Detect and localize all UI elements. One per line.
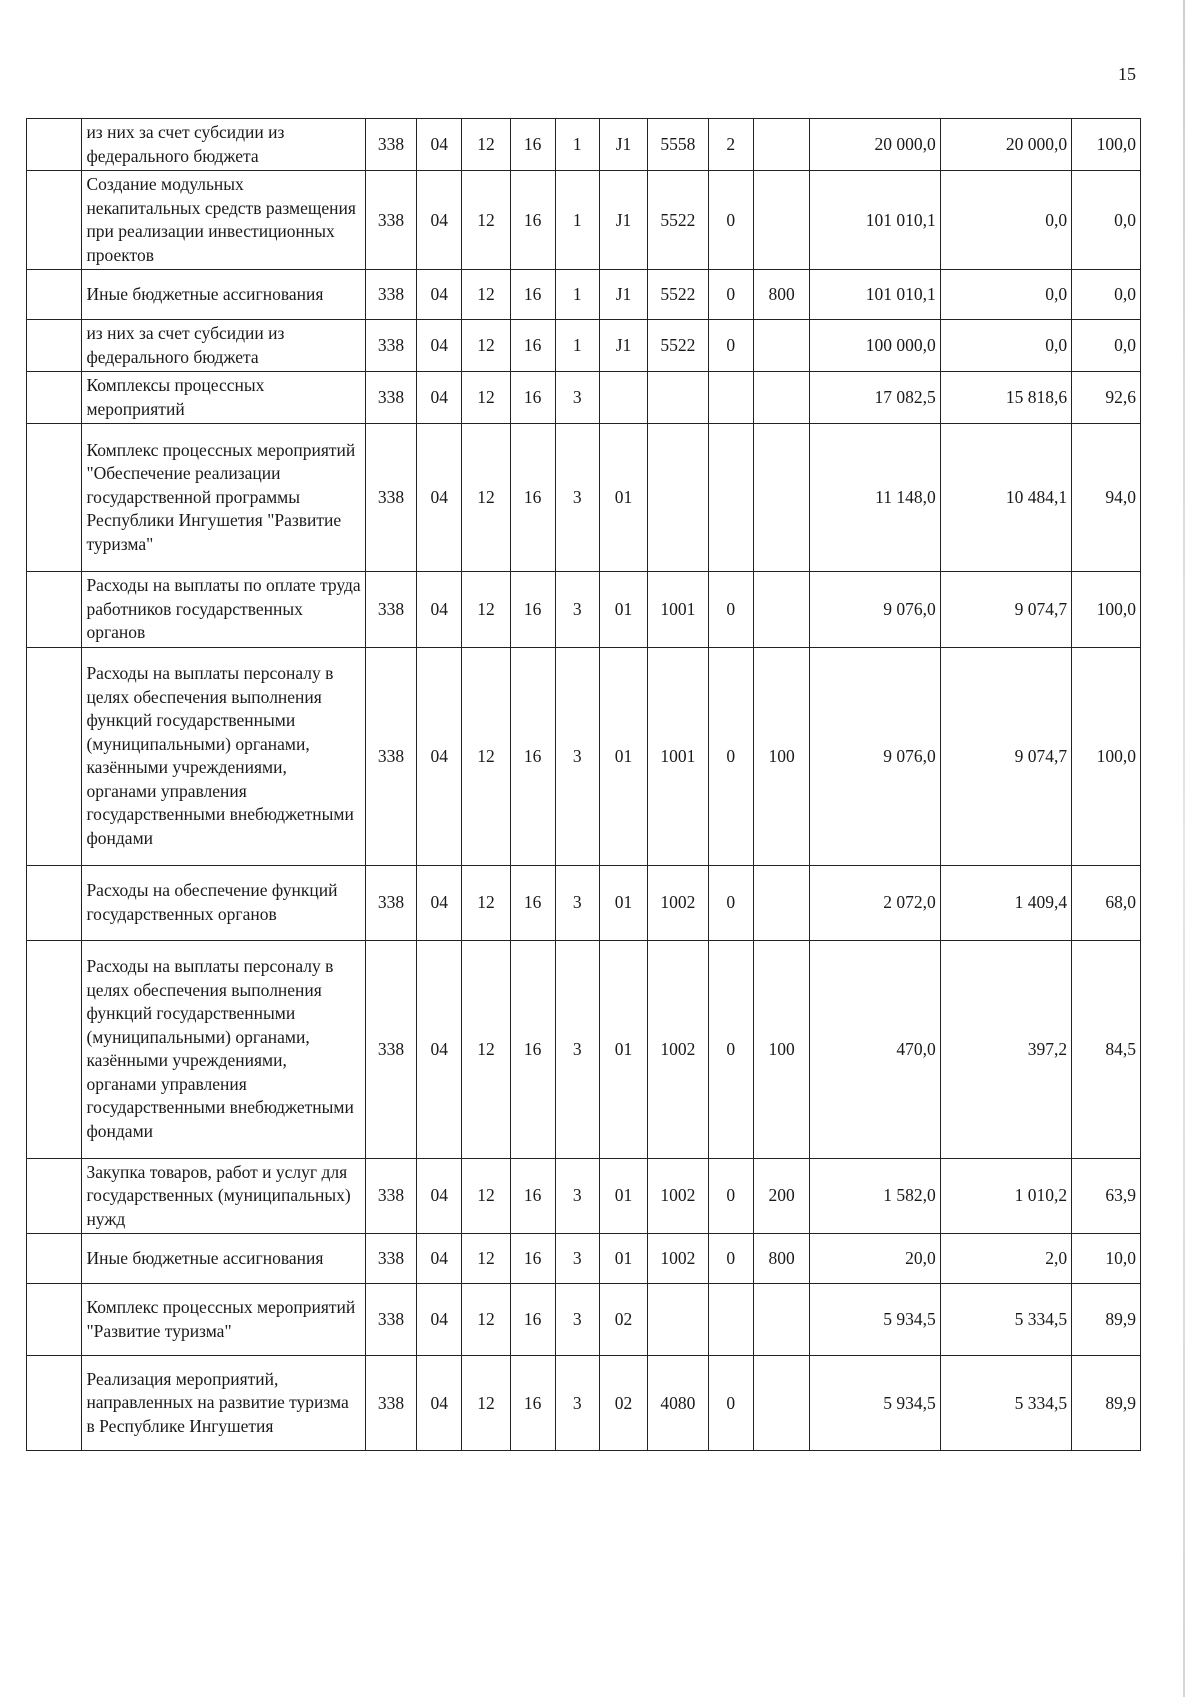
gov-code-cell: 338	[365, 865, 416, 940]
plan-amount-cell: 2 072,0	[810, 865, 940, 940]
project-code-cell: 02	[599, 1284, 647, 1356]
table-row	[27, 320, 1141, 372]
actual-amount-cell: 15 818,6	[940, 372, 1071, 424]
subprogram-code-cell: 3	[555, 647, 599, 865]
direction-code-cell	[648, 424, 709, 572]
row-number-cell	[27, 1356, 82, 1451]
expense-type-code-cell	[753, 372, 809, 424]
subsection-code-cell: 12	[462, 1234, 510, 1284]
subprogram-code-cell: 3	[555, 1284, 599, 1356]
program-code-cell: 16	[510, 865, 555, 940]
expense-name-cell: из них за счет субсидии из федерального бюджета	[82, 119, 365, 171]
expense-name-cell: из них за счет субсидии из федерального бюджета	[82, 320, 365, 372]
plan-amount-cell: 101 010,1	[810, 270, 940, 320]
subprogram-code-cell: 1	[555, 320, 599, 372]
sub-direction-code-cell: 0	[708, 865, 753, 940]
gov-code-cell: 338	[365, 372, 416, 424]
project-code-cell: 01	[599, 865, 647, 940]
project-code-cell: 02	[599, 1356, 647, 1451]
row-number-cell	[27, 1158, 82, 1234]
actual-amount-cell: 9 074,7	[940, 572, 1071, 648]
percent-cell: 89,9	[1072, 1284, 1141, 1356]
subsection-code-cell: 12	[462, 270, 510, 320]
gov-code-cell: 338	[365, 572, 416, 648]
table-body	[27, 119, 1141, 1451]
expense-name-cell: Расходы на выплаты персоналу в целях обеспечения выполнения функций государственными (муниципальными) органами, казёнными учреждениями, органами управления государственными внебюджетными фондами	[82, 940, 365, 1158]
actual-amount-cell: 0,0	[940, 270, 1071, 320]
sub-direction-code-cell: 0	[708, 572, 753, 648]
actual-amount-cell: 1 409,4	[940, 865, 1071, 940]
section-code-cell: 04	[417, 572, 462, 648]
expense-name-cell: Комплексы процессных мероприятий	[82, 372, 365, 424]
expense-type-code-cell: 800	[753, 1234, 809, 1284]
direction-code-cell: 1002	[648, 1234, 709, 1284]
row-number-cell	[27, 647, 82, 865]
percent-cell: 10,0	[1072, 1234, 1141, 1284]
direction-code-cell	[648, 372, 709, 424]
plan-amount-cell: 9 076,0	[810, 572, 940, 648]
page-number: 15	[1118, 64, 1136, 84]
subsection-code-cell: 12	[462, 647, 510, 865]
subprogram-code-cell: 3	[555, 1158, 599, 1234]
actual-amount-cell: 5 334,5	[940, 1284, 1071, 1356]
actual-amount-cell: 5 334,5	[940, 1356, 1071, 1451]
table-row	[27, 572, 1141, 648]
percent-cell: 94,0	[1072, 424, 1141, 572]
subsection-code-cell: 12	[462, 572, 510, 648]
plan-amount-cell: 9 076,0	[810, 647, 940, 865]
subprogram-code-cell: 3	[555, 572, 599, 648]
expense-name-cell: Расходы на выплаты персоналу в целях обеспечения выполнения функций государственными (муниципальными) органами, казёнными учреждениями, органами управления государственными внебюджетными фондами	[82, 647, 365, 865]
program-code-cell: 16	[510, 119, 555, 171]
actual-amount-cell: 0,0	[940, 320, 1071, 372]
row-number-cell	[27, 940, 82, 1158]
actual-amount-cell: 2,0	[940, 1234, 1071, 1284]
expense-type-code-cell	[753, 171, 809, 270]
gov-code-cell: 338	[365, 647, 416, 865]
row-number-cell	[27, 171, 82, 270]
row-number-cell	[27, 424, 82, 572]
section-code-cell: 04	[417, 372, 462, 424]
sub-direction-code-cell: 0	[708, 171, 753, 270]
expense-type-code-cell	[753, 1284, 809, 1356]
subprogram-code-cell: 3	[555, 372, 599, 424]
percent-cell: 100,0	[1072, 119, 1141, 171]
gov-code-cell: 338	[365, 1284, 416, 1356]
expense-type-code-cell	[753, 119, 809, 171]
section-code-cell: 04	[417, 1356, 462, 1451]
direction-code-cell: 5522	[648, 320, 709, 372]
plan-amount-cell: 101 010,1	[810, 171, 940, 270]
percent-cell: 92,6	[1072, 372, 1141, 424]
actual-amount-cell: 0,0	[940, 171, 1071, 270]
subsection-code-cell: 12	[462, 171, 510, 270]
direction-code-cell: 5522	[648, 270, 709, 320]
gov-code-cell: 338	[365, 1158, 416, 1234]
gov-code-cell: 338	[365, 171, 416, 270]
section-code-cell: 04	[417, 865, 462, 940]
expense-name-cell: Расходы на выплаты по оплате труда работников государственных органов	[82, 572, 365, 648]
expense-type-code-cell	[753, 320, 809, 372]
project-code-cell: 01	[599, 647, 647, 865]
percent-cell: 100,0	[1072, 572, 1141, 648]
row-number-cell	[27, 320, 82, 372]
section-code-cell: 04	[417, 1284, 462, 1356]
percent-cell: 0,0	[1072, 171, 1141, 270]
plan-amount-cell: 17 082,5	[810, 372, 940, 424]
program-code-cell: 16	[510, 572, 555, 648]
table-row	[27, 1356, 1141, 1451]
expense-name-cell: Иные бюджетные ассигнования	[82, 1234, 365, 1284]
row-number-cell	[27, 270, 82, 320]
sub-direction-code-cell: 0	[708, 647, 753, 865]
scan-margin-line	[1183, 0, 1185, 1697]
program-code-cell: 16	[510, 1158, 555, 1234]
expense-type-code-cell: 200	[753, 1158, 809, 1234]
percent-cell: 84,5	[1072, 940, 1141, 1158]
project-code-cell: 01	[599, 424, 647, 572]
sub-direction-code-cell: 0	[708, 320, 753, 372]
actual-amount-cell: 1 010,2	[940, 1158, 1071, 1234]
subsection-code-cell: 12	[462, 372, 510, 424]
percent-cell: 0,0	[1072, 270, 1141, 320]
expense-type-code-cell: 100	[753, 940, 809, 1158]
row-number-cell	[27, 119, 82, 171]
table-row	[27, 940, 1141, 1158]
project-code-cell: J1	[599, 320, 647, 372]
project-code-cell: J1	[599, 119, 647, 171]
sub-direction-code-cell: 0	[708, 1234, 753, 1284]
table-row	[27, 647, 1141, 865]
budget-table-container	[26, 118, 1141, 1451]
expense-type-code-cell	[753, 572, 809, 648]
expense-type-code-cell	[753, 865, 809, 940]
program-code-cell: 16	[510, 320, 555, 372]
subsection-code-cell: 12	[462, 1284, 510, 1356]
sub-direction-code-cell: 0	[708, 1356, 753, 1451]
direction-code-cell: 1001	[648, 572, 709, 648]
plan-amount-cell: 5 934,5	[810, 1356, 940, 1451]
direction-code-cell: 1002	[648, 865, 709, 940]
subsection-code-cell: 12	[462, 119, 510, 171]
row-number-cell	[27, 572, 82, 648]
project-code-cell: 01	[599, 940, 647, 1158]
actual-amount-cell: 397,2	[940, 940, 1071, 1158]
actual-amount-cell: 20 000,0	[940, 119, 1071, 171]
gov-code-cell: 338	[365, 1356, 416, 1451]
table-row	[27, 865, 1141, 940]
subsection-code-cell: 12	[462, 865, 510, 940]
direction-code-cell: 1001	[648, 647, 709, 865]
actual-amount-cell: 10 484,1	[940, 424, 1071, 572]
direction-code-cell: 5522	[648, 171, 709, 270]
subprogram-code-cell: 3	[555, 1234, 599, 1284]
percent-cell: 100,0	[1072, 647, 1141, 865]
direction-code-cell	[648, 1284, 709, 1356]
section-code-cell: 04	[417, 320, 462, 372]
row-number-cell	[27, 372, 82, 424]
row-number-cell	[27, 865, 82, 940]
subprogram-code-cell: 3	[555, 865, 599, 940]
percent-cell: 63,9	[1072, 1158, 1141, 1234]
expense-type-code-cell	[753, 424, 809, 572]
section-code-cell: 04	[417, 647, 462, 865]
subprogram-code-cell: 3	[555, 424, 599, 572]
gov-code-cell: 338	[365, 1234, 416, 1284]
direction-code-cell: 1002	[648, 940, 709, 1158]
gov-code-cell: 338	[365, 270, 416, 320]
sub-direction-code-cell	[708, 372, 753, 424]
sub-direction-code-cell: 2	[708, 119, 753, 171]
direction-code-cell: 5558	[648, 119, 709, 171]
section-code-cell: 04	[417, 171, 462, 270]
project-code-cell: J1	[599, 270, 647, 320]
expense-name-cell: Иные бюджетные ассигнования	[82, 270, 365, 320]
subprogram-code-cell: 1	[555, 119, 599, 171]
program-code-cell: 16	[510, 647, 555, 865]
section-code-cell: 04	[417, 119, 462, 171]
project-code-cell: 01	[599, 1234, 647, 1284]
sub-direction-code-cell: 0	[708, 270, 753, 320]
program-code-cell: 16	[510, 171, 555, 270]
table-row	[27, 1158, 1141, 1234]
subprogram-code-cell: 3	[555, 940, 599, 1158]
project-code-cell: 01	[599, 1158, 647, 1234]
subprogram-code-cell: 1	[555, 171, 599, 270]
section-code-cell: 04	[417, 1158, 462, 1234]
expense-name-cell: Реализация мероприятий, направленных на развитие туризма в Республике Ингушетия	[82, 1356, 365, 1451]
plan-amount-cell: 470,0	[810, 940, 940, 1158]
percent-cell: 68,0	[1072, 865, 1141, 940]
table-row	[27, 119, 1141, 171]
sub-direction-code-cell	[708, 1284, 753, 1356]
row-number-cell	[27, 1234, 82, 1284]
subsection-code-cell: 12	[462, 424, 510, 572]
table-row	[27, 1284, 1141, 1356]
plan-amount-cell: 5 934,5	[810, 1284, 940, 1356]
plan-amount-cell: 100 000,0	[810, 320, 940, 372]
gov-code-cell: 338	[365, 320, 416, 372]
project-code-cell	[599, 372, 647, 424]
program-code-cell: 16	[510, 270, 555, 320]
program-code-cell: 16	[510, 1284, 555, 1356]
subprogram-code-cell: 1	[555, 270, 599, 320]
subsection-code-cell: 12	[462, 1356, 510, 1451]
section-code-cell: 04	[417, 270, 462, 320]
row-number-cell	[27, 1284, 82, 1356]
table-row	[27, 171, 1141, 270]
budget-table	[26, 118, 1141, 1451]
expense-type-code-cell: 800	[753, 270, 809, 320]
expense-name-cell: Расходы на обеспечение функций государственных органов	[82, 865, 365, 940]
table-row	[27, 270, 1141, 320]
project-code-cell: 01	[599, 572, 647, 648]
section-code-cell: 04	[417, 424, 462, 572]
sub-direction-code-cell: 0	[708, 940, 753, 1158]
gov-code-cell: 338	[365, 424, 416, 572]
percent-cell: 89,9	[1072, 1356, 1141, 1451]
plan-amount-cell: 11 148,0	[810, 424, 940, 572]
program-code-cell: 16	[510, 940, 555, 1158]
program-code-cell: 16	[510, 372, 555, 424]
program-code-cell: 16	[510, 1234, 555, 1284]
program-code-cell: 16	[510, 424, 555, 572]
table-row	[27, 372, 1141, 424]
subsection-code-cell: 12	[462, 1158, 510, 1234]
gov-code-cell: 338	[365, 119, 416, 171]
subprogram-code-cell: 3	[555, 1356, 599, 1451]
actual-amount-cell: 9 074,7	[940, 647, 1071, 865]
expense-name-cell: Комплекс процессных мероприятий "Развитие туризма"	[82, 1284, 365, 1356]
expense-type-code-cell: 100	[753, 647, 809, 865]
sub-direction-code-cell: 0	[708, 1158, 753, 1234]
subsection-code-cell: 12	[462, 940, 510, 1158]
expense-name-cell: Комплекс процессных мероприятий "Обеспечение реализации государственной программы Республики Ингушетия "Развитие туризма"	[82, 424, 365, 572]
section-code-cell: 04	[417, 1234, 462, 1284]
subsection-code-cell: 12	[462, 320, 510, 372]
expense-name-cell: Создание модульных некапитальных средств размещения при реализации инвестиционных проектов	[82, 171, 365, 270]
plan-amount-cell: 20,0	[810, 1234, 940, 1284]
direction-code-cell: 4080	[648, 1356, 709, 1451]
table-row	[27, 1234, 1141, 1284]
plan-amount-cell: 1 582,0	[810, 1158, 940, 1234]
gov-code-cell: 338	[365, 940, 416, 1158]
sub-direction-code-cell	[708, 424, 753, 572]
plan-amount-cell: 20 000,0	[810, 119, 940, 171]
expense-type-code-cell	[753, 1356, 809, 1451]
table-row	[27, 424, 1141, 572]
program-code-cell: 16	[510, 1356, 555, 1451]
direction-code-cell: 1002	[648, 1158, 709, 1234]
section-code-cell: 04	[417, 940, 462, 1158]
percent-cell: 0,0	[1072, 320, 1141, 372]
project-code-cell: J1	[599, 171, 647, 270]
expense-name-cell: Закупка товаров, работ и услуг для государственных (муниципальных) нужд	[82, 1158, 365, 1234]
